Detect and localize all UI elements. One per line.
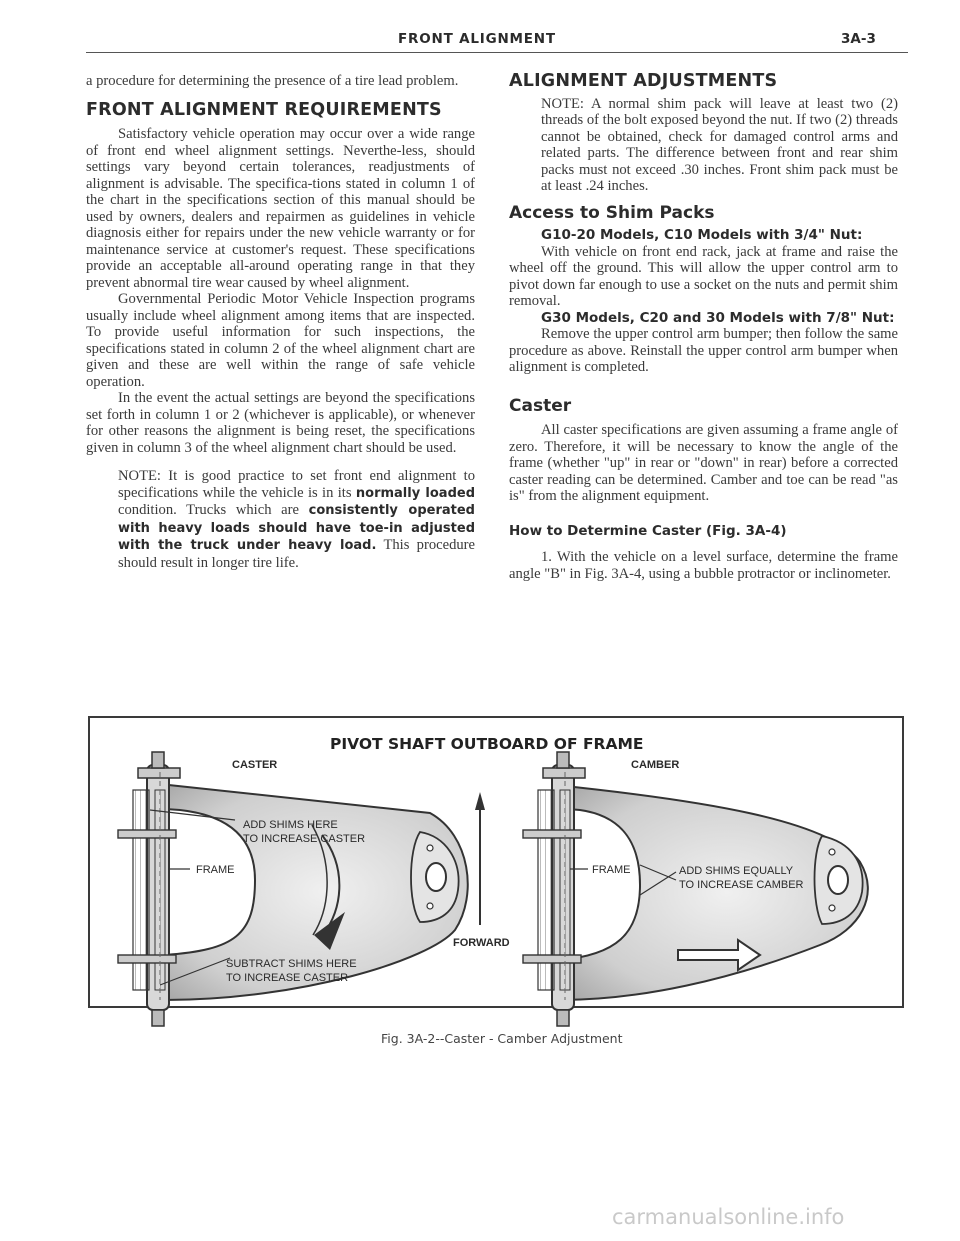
determine-caster-step-1: 1. With the vehicle on a level surface, determine the frame angle "B" in Fig. 3A-4, using a bubble protractor or inclinometer. bbox=[509, 549, 898, 582]
note-bold-heavy-loads: consistently operated with heavy loads should have toe-in adjusted with the truck under heavy load. bbox=[118, 503, 475, 553]
intro-paragraph: a procedure for determining the presence of a tire lead problem. bbox=[86, 73, 459, 89]
add-shims-label-line2: TO INCREASE CASTER bbox=[243, 833, 366, 845]
camber-label: CAMBER bbox=[631, 759, 680, 771]
note-text-mid: condition. Trucks which are bbox=[118, 502, 309, 518]
note-bold-normally-loaded: normally loaded bbox=[355, 485, 475, 501]
forward-arrow bbox=[475, 792, 485, 925]
access-shim-packs-heading: Access to Shim Packs bbox=[509, 202, 715, 223]
requirements-paragraph-2: Governmental Periodic Motor Vehicle Inspection programs usually include wheel alignment among items that are inspected. To provide useful information for such inspections, the specifications stated in column 2 of the wheel alignment chart are given and these are well within the range of safe vehicle operation. bbox=[86, 291, 475, 390]
add-shims-label-line1: ADD SHIMS HERE bbox=[243, 819, 338, 831]
frame-label-right: FRAME bbox=[592, 864, 631, 876]
adjustments-heading: ALIGNMENT ADJUSTMENTS bbox=[509, 71, 778, 91]
shim-pack-note: NOTE: A normal shim pack will leave at least two (2) threads of the bolt exposed beyond the nut. If two (2) threads cannot be obtained, check for damaged control arms and related parts. The difference between front and rear shim packs must not exceed .30 inches. Front shim pack must be at least .24 inches. bbox=[541, 95, 898, 194]
requirements-heading: FRONT ALIGNMENT REQUIREMENTS bbox=[86, 99, 442, 120]
models-g10-heading: G10-20 Models, C10 Models with 3/4" Nut: bbox=[541, 227, 863, 243]
requirements-paragraph-1: Satisfactory vehicle operation may occur over a wide range of front end wheel alignment settings. Neverthe-less, should settings vary beyond certain tolerances, readjustments of alignment is advisable. The specifica-tions stated in column 1 of the chart in the specifications section of this manual should be used by owners, dealers and repairmen as guidelines in vehicle diagnosis either for repairs under the new vehicle warranty or for maintenance service at customer's request. These specifications provide an acceptable all-around operating range in that they prevent abnormal tire wear caused by wheel alignment. bbox=[86, 126, 475, 291]
running-header-title: FRONT ALIGNMENT bbox=[398, 31, 556, 47]
models-g30-text: Remove the upper control arm bumper; then follow the same procedure as above. Reinstall the upper control arm bumper when alignment is completed. bbox=[509, 326, 898, 375]
models-g30-heading: G30 Models, C20 and 30 Models with 7/8" Nut: bbox=[541, 309, 895, 326]
note-text-suffix: This procedure should result in longer tire life. bbox=[118, 537, 475, 571]
caster-paragraph: All caster specifications are given assuming a frame angle of zero. Therefore, it will be necessary to know the angle of the frame (whether "up" in rear or "down" in rear) before a corrected caster reading can be determined. Camber and toe can be read "as is" from the alignment equipment. bbox=[509, 422, 898, 504]
caster-assembly bbox=[118, 752, 468, 1026]
requirements-paragraph-3: In the event the actual settings are beyond the specifications set forth in column 1 or 2 (whichever is applicable), or whenever for other reasons the alignment is being reset, the specifications given in column 3 of the wheel alignment chart should be used. bbox=[86, 390, 475, 456]
determine-caster-heading: How to Determine Caster (Fig. 3A-4) bbox=[509, 522, 787, 539]
caster-label: CASTER bbox=[232, 759, 278, 771]
subtract-shims-label-line1: SUBTRACT SHIMS HERE bbox=[226, 958, 357, 970]
frame-label-left: FRAME bbox=[196, 864, 235, 876]
add-equally-label-line2: TO INCREASE CAMBER bbox=[679, 879, 804, 891]
note-text-prefix: NOTE: It is good practice to set front end alignment to specifications while the vehicle is in its bbox=[118, 468, 475, 501]
forward-label: FORWARD bbox=[453, 937, 510, 949]
page-number: 3A-3 bbox=[841, 31, 876, 47]
subtract-shims-label-line2: TO INCREASE CASTER bbox=[226, 972, 349, 984]
watermark-text: carmanualsonline.info bbox=[612, 1205, 845, 1229]
caster-heading: Caster bbox=[509, 395, 572, 416]
add-equally-label-line1: ADD SHIMS EQUALLY bbox=[679, 865, 794, 877]
figure-title: PIVOT SHAFT OUTBOARD OF FRAME bbox=[330, 735, 644, 753]
figure-caption: Fig. 3A-2--Caster - Camber Adjustment bbox=[381, 1031, 623, 1046]
models-g10-text: With vehicle on front end rack, jack at frame and raise the wheel off the ground. This will allow the upper control arm to pivot down far enough to use a socket on the nuts and permit shim removal. bbox=[509, 243, 898, 309]
